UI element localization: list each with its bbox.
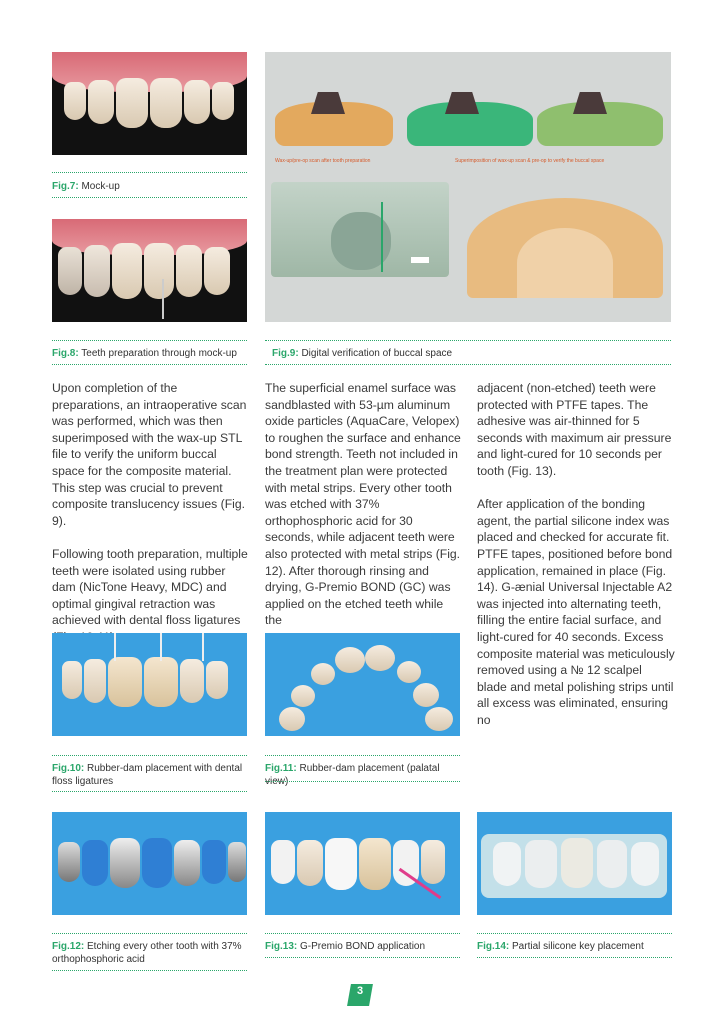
fig9-label: Fig.9: <box>272 348 299 359</box>
fig7-rule-bottom <box>52 197 247 198</box>
body-column-3 <box>477 380 675 745</box>
body-column-2 <box>265 380 463 646</box>
fig7-label: Fig.7: <box>52 181 79 192</box>
fig14-label: Fig.14: <box>477 941 510 952</box>
fig12-rule-bottom <box>52 970 247 971</box>
fig9-text: Digital verification of buccal space <box>301 348 453 359</box>
fig9-photo <box>265 52 671 322</box>
fig9-inner-caption-right: Superimposition of wax-up scan & pre-op to verify the buccal space <box>455 158 605 164</box>
fig10-rule-bottom <box>52 791 247 792</box>
fig9-rule-bottom <box>265 364 671 365</box>
fig10-photo <box>52 633 247 736</box>
fig13-rule-top <box>265 933 460 934</box>
fig9-rule-top <box>265 340 671 341</box>
fig12-photo <box>52 812 247 915</box>
fig10-caption <box>52 762 247 788</box>
body-col3-p1: adjacent (non-etched) teeth were protected with PTFE tapes. The adhesive was air-thinned for 5 seconds with maximum air pressure and light-cured for 10 seconds per tooth (Fig. 13). <box>477 381 672 478</box>
fig14-rule-top <box>477 933 672 934</box>
fig7-caption <box>52 180 247 193</box>
fig11-caption <box>265 762 460 788</box>
fig11-rule-bottom <box>265 781 460 782</box>
fig8-rule-bottom <box>52 364 247 365</box>
fig12-text: Etching every other tooth with 37% orthophosphoric acid <box>52 941 242 965</box>
fig8-rule-top <box>52 340 247 341</box>
fig14-rule-bottom <box>477 957 672 958</box>
fig11-photo <box>265 633 460 736</box>
fig11-text: Rubber-dam placement (palatal view) <box>265 763 440 787</box>
fig7-text: Mock-up <box>81 181 120 192</box>
body-col3-p2: After application of the bonding agent, the partial silicone index was placed and checked for accurate fit. PTFE tapes, positioned before bond application, remained in place (Fig. 14). G-ænial Universal Injectable A2 was injected into alternating teeth, filling the entire facial surface, and light-cured for 40 seconds. Excess composite material was meticulously removed using a № 12 scalpel blade and metal polishing strips until all excess was eliminated, ensuring no <box>477 497 675 727</box>
fig9-caption <box>272 347 672 360</box>
fig13-caption <box>265 940 460 953</box>
fig14-photo <box>477 812 672 915</box>
fig10-text: Rubber-dam placement with dental floss ligatures <box>52 763 243 787</box>
fig13-text: G-Premio BOND application <box>300 941 426 952</box>
fig8-photo <box>52 219 247 322</box>
fig10-rule-top <box>52 755 247 756</box>
superimposition-view <box>271 182 449 277</box>
fig11-label: Fig.11: <box>265 763 297 774</box>
fig9-inner-caption-left: Wax-up/pre-op scan after tooth preparation <box>275 158 371 164</box>
occlusal-arch-view <box>467 198 663 298</box>
fig10-label: Fig.10: <box>52 763 85 774</box>
body-col1-p1: Upon completion of the preparations, an intraoperative scan was performed, which was then superimposed with the wax-up STL file to verify the uniform buccal space for the composite material. This step was crucial to prevent composite translucency issues (Fig. 9). <box>52 381 247 528</box>
fig12-rule-top <box>52 933 247 934</box>
fig13-label: Fig.13: <box>265 941 298 952</box>
fig11-rule-top <box>265 755 460 756</box>
fig7-rule-top <box>52 172 247 173</box>
fig8-label: Fig.8: <box>52 348 79 359</box>
fig8-text: Teeth preparation through mock-up <box>81 348 237 359</box>
body-col2-p1: The superficial enamel surface was sandblasted with 53-µm aluminum oxide particles (AquaCare, Velopex) to roughen the surface and enhance bond strength. Teeth not included in the treatment plan were protected with metal strips. Every other tooth was etched with 37% orthophosphoric acid for 30 seconds, while adjacent teeth were also protected with metal strips (Fig. 12). After thorough rinsing and drying, G-Premio BOND (GC) was applied on the etched teeth while the <box>265 381 461 628</box>
body-col1-p2: Following tooth preparation, multiple teeth were isolated using rubber dam (NicTone Heavy, MDC) and optimal gingival retraction was achieved with dental floss ligatures <box>52 546 248 628</box>
fig14-caption <box>477 940 672 953</box>
fig8-caption <box>52 347 257 360</box>
body-column-1 <box>52 380 250 662</box>
fig12-label: Fig.12: <box>52 941 85 952</box>
fig14-text: Partial silicone key placement <box>512 941 644 952</box>
fig13-rule-bottom <box>265 957 460 958</box>
fig13-photo <box>265 812 460 915</box>
fig12-caption <box>52 940 247 966</box>
fig7-photo <box>52 52 247 155</box>
page-number: 3 <box>356 985 364 997</box>
